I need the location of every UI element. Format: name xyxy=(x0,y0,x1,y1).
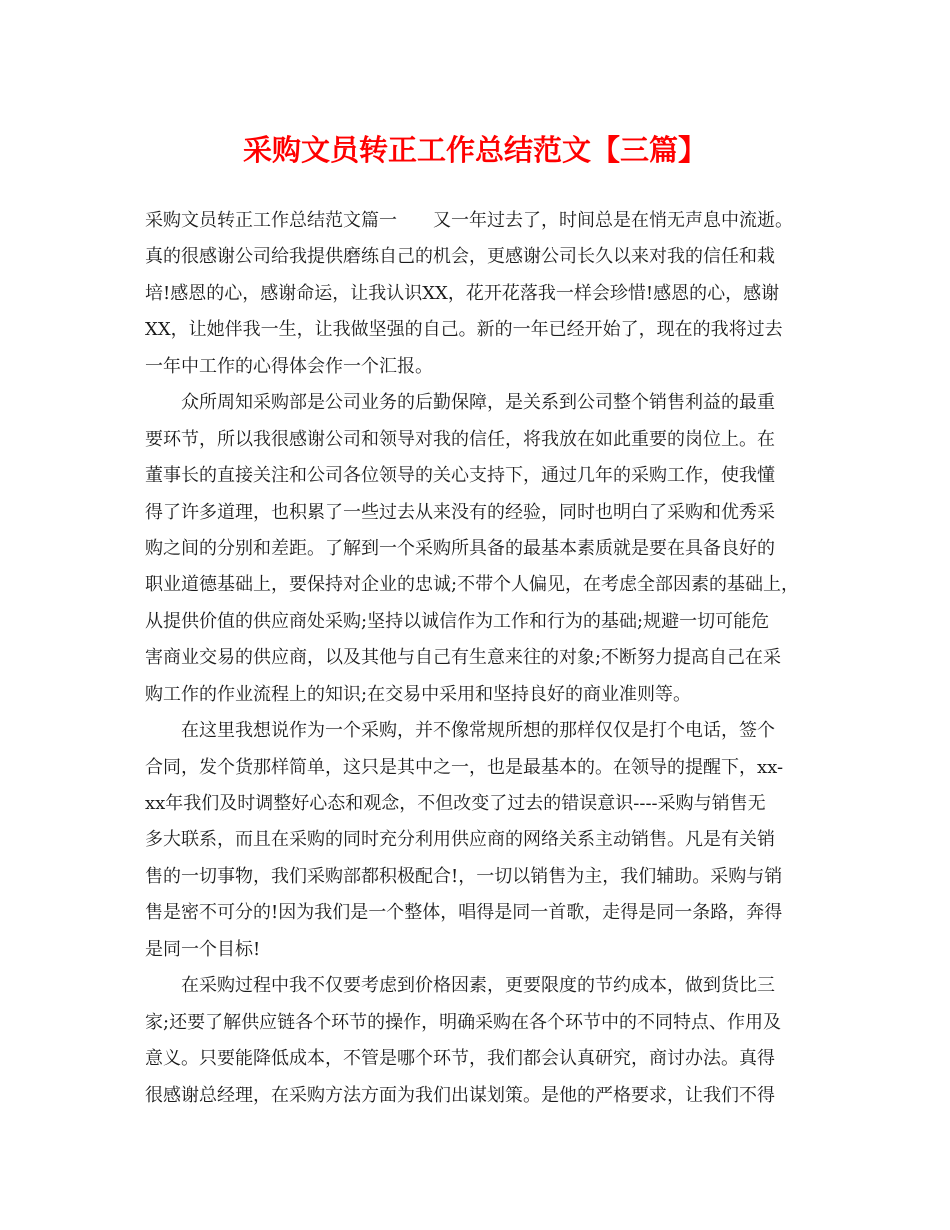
text-line: 一年中工作的心得体会作一个汇报。 xyxy=(145,355,433,377)
text-line: 家;还要了解供应链各个环节的操作，明确采购在各个环节中的不同特点、作用及 xyxy=(145,1011,782,1033)
text-line: 售的一切事物，我们采购部都积极配合!，一切以销售为主，我们辅助。采购与销 xyxy=(145,865,783,887)
text-line: 得了许多道理，也积累了一些过去从来没有的经验，同时也明白了采购和优秀采 xyxy=(145,501,775,523)
text-line: XX，让她伴我一生，让我做坚强的自己。新的一年已经开始了，现在的我将过去 xyxy=(145,319,783,341)
document-title: 采购文员转正工作总结范文【三篇】 xyxy=(242,133,707,167)
text-line: 很感谢总经理，在采购方法方面为我们出谋划策。是他的严格要求，让我们不得 xyxy=(145,1084,775,1106)
text-line: 在采购过程中我不仅要考虑到价格因素，更要限度的节约成本，做到货比三 xyxy=(181,975,775,997)
text-line: xx年我们及时调整好心态和观念，不但改变了过去的错误意识----采购与销售无 xyxy=(145,793,766,814)
text-line: 在这里我想说作为一个采购，并不像常规所想的那样仅仅是打个电话，签个 xyxy=(181,720,775,742)
text-line: 培!感恩的心，感谢命运，让我认识XX，花开花落我一样会珍惜!感恩的心，感谢 xyxy=(145,282,780,304)
document-body xyxy=(145,203,815,1114)
text-line: 要环节，所以我很感谢公司和领导对我的信任，将我放在如此重要的岗位上。在 xyxy=(145,428,775,450)
text-line: 合同，发个货那样简单，这只是其中之一，也是最基本的。在领导的提醒下，xx- xyxy=(145,756,784,778)
text-line: 真的很感谢公司给我提供磨练自己的机会，更感谢公司长久以来对我的信任和栽 xyxy=(145,246,775,268)
text-line: 是同一个目标! xyxy=(145,938,261,960)
text-line: 害商业交易的供应商，以及其他与自己有生意来往的对象;不断努力提高自己在采 xyxy=(145,647,782,669)
text-line: 从提供价值的供应商处采购;坚持以诚信作为工作和行为的基础;规避一切可能危 xyxy=(145,610,770,632)
text-line: 售是密不可分的!因为我们是一个整体，唱得是同一首歌，走得是同一条路，奔得 xyxy=(145,902,783,924)
text-line: 董事长的直接关注和公司各位领导的关心支持下，通过几年的采购工作，使我懂 xyxy=(145,465,775,487)
text-line: 采购文员转正工作总结范文篇一 又一年过去了，时间总是在悄无声息中流逝。 xyxy=(145,210,793,231)
text-line: 意义。只要能降低成本，不管是哪个环节，我们都会认真研究，商讨办法。真得 xyxy=(145,1048,775,1070)
text-line: 职业道德基础上，要保持对企业的忠诚;不带个人偏见，在考虑全部因素的基础上， xyxy=(145,574,800,596)
text-line: 购之间的分别和差距。了解到一个采购所具备的最基本素质就是要在具备良好的 xyxy=(145,537,775,559)
text-line: 购工作的作业流程上的知识;在交易中采用和坚持良好的商业准则等。 xyxy=(145,683,692,705)
text-line: 多大联系，而且在采购的同时充分利用供应商的网络关系主动销售。凡是有关销 xyxy=(145,829,775,851)
text-line: 众所周知采购部是公司业务的后勤保障，是关系到公司整个销售利益的最重 xyxy=(181,392,775,414)
